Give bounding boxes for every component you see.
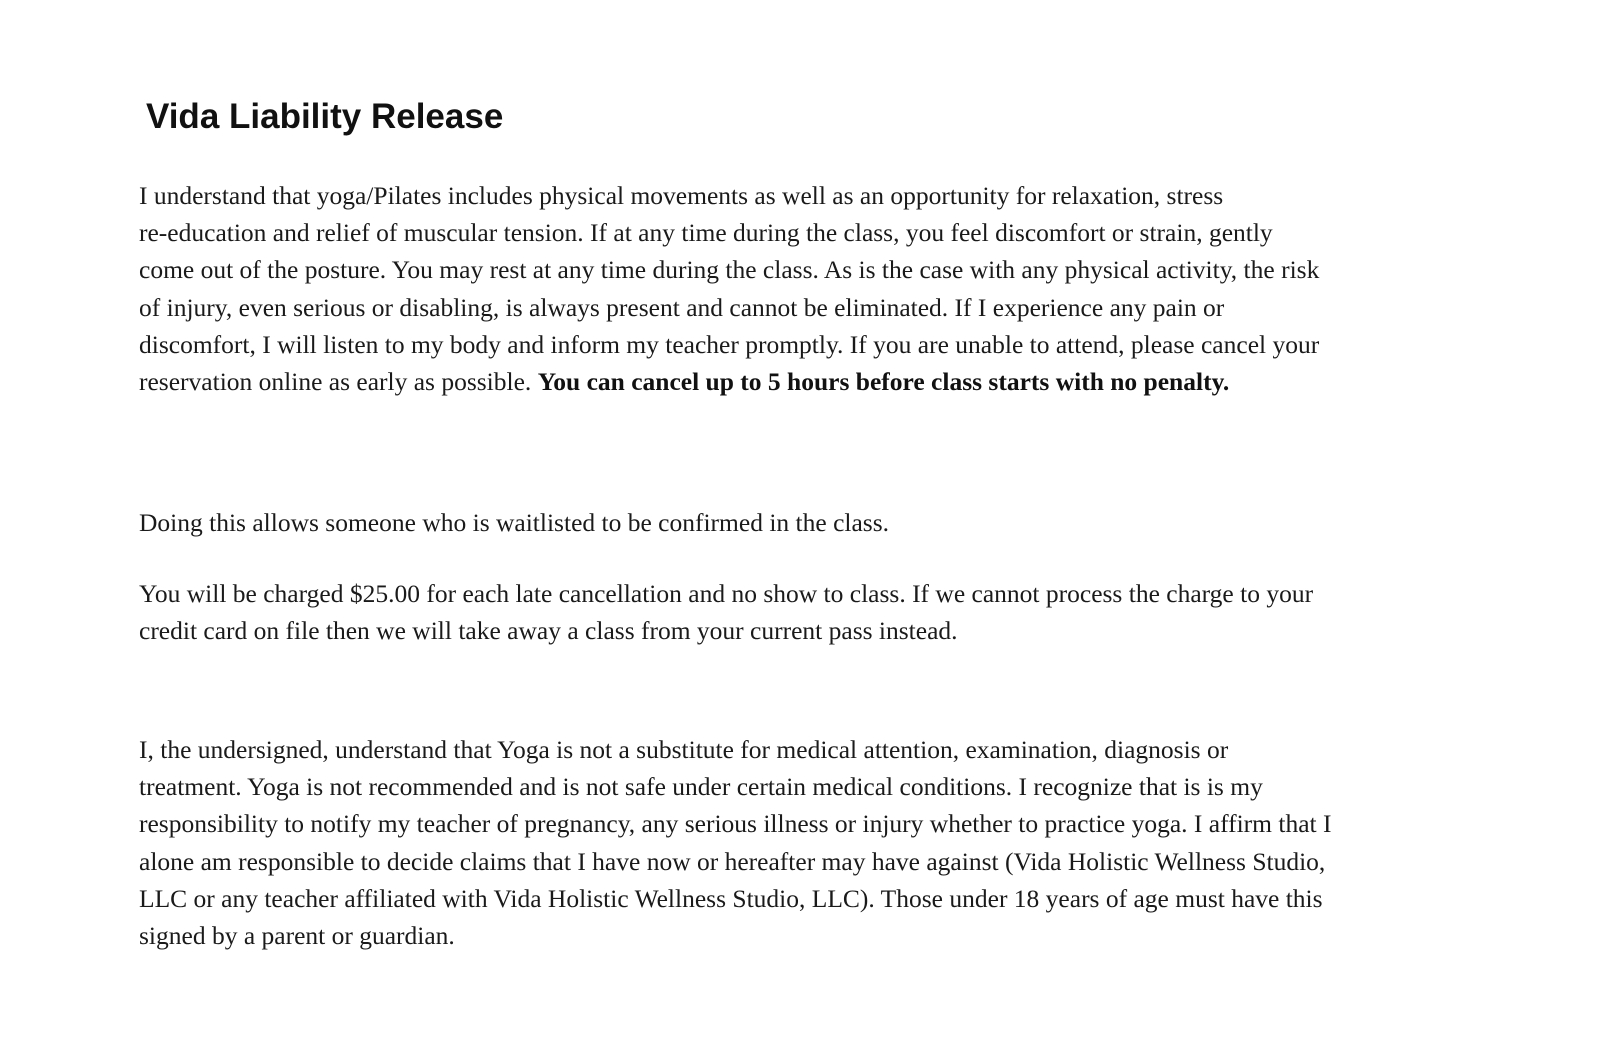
paragraph-late-fee <box>139 575 1313 649</box>
paragraph-line: treatment. Yoga is not recommended and is not safe under certain medical conditions. I recognize that is is my <box>139 772 1263 802</box>
paragraph-line: Doing this allows someone who is waitlisted to be confirmed in the class. <box>139 508 890 537</box>
paragraph-line: re-education and relief of muscular tension. If at any time during the class, you feel discomfort or strain, gently <box>139 218 1273 248</box>
paragraph-line: alone am responsible to decide claims that I have now or hereafter may have against (Vida Holistic Wellness Studio, <box>139 846 1326 876</box>
paragraph-line: LLC or any teacher affiliated with Vida Holistic Wellness Studio, LLC). Those under 18 years of age must have this <box>139 883 1323 913</box>
paragraph-line: come out of the posture. You may rest at any time during the class. As is the case with any physical activity, the risk <box>139 255 1320 285</box>
paragraph-activity-risk <box>139 177 1319 400</box>
paragraph-line: You will be charged $25.00 for each late cancellation and no show to class. If we cannot process the charge to your <box>139 579 1314 608</box>
paragraph-line: responsibility to notify my teacher of pregnancy, any serious illness or injury whether to practice yoga. I affirm that I <box>139 809 1332 839</box>
paragraph-line: I understand that yoga/Pilates includes physical movements as well as an opportunity for relaxation, stress <box>139 181 1224 210</box>
paragraph-line: signed by a parent or guardian. <box>139 921 455 951</box>
paragraph-line: credit card on file then we will take away a class from your current pass instead. <box>139 616 958 646</box>
cancellation-notice: You can cancel up to 5 hours before class starts with no penalty. <box>537 367 1230 397</box>
document-title: Vida Liability Release <box>146 97 504 136</box>
paragraph-waitlist <box>139 504 889 541</box>
paragraph-line-last <box>139 363 1319 400</box>
paragraph-line: discomfort, I will listen to my body and inform my teacher promptly. If you are unable to attend, please cancel your <box>139 329 1320 359</box>
paragraph-medical-waiver <box>139 731 1332 954</box>
paragraph-line-text: reservation online as early as possible. <box>139 367 538 397</box>
paragraph-line: I, the undersigned, understand that Yoga is not a substitute for medical attention, examination, diagnosis or <box>139 735 1229 764</box>
paragraph-line: of injury, even serious or disabling, is always present and cannot be eliminated. If I experience any pain or <box>139 292 1225 322</box>
